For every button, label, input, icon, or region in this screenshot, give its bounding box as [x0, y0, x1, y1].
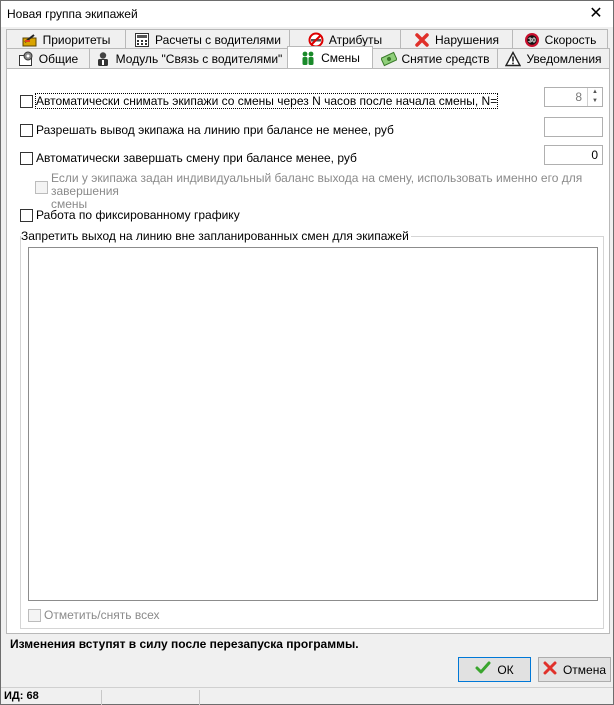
tab-violations[interactable] — [400, 29, 513, 49]
red-x-icon — [414, 32, 430, 48]
allow-line-balance-input[interactable] — [544, 117, 603, 137]
individual-balance-checkbox[interactable] — [35, 181, 48, 194]
calculator-icon — [134, 32, 150, 48]
auto-remove-checkbox[interactable] — [20, 95, 33, 108]
ok-label: ОК — [497, 662, 514, 677]
tab-label: Нарушения — [434, 32, 499, 47]
tab-label: Смены — [321, 50, 360, 65]
money-icon — [381, 51, 397, 67]
people-icon — [300, 50, 316, 66]
auto-remove-hours-value: 8 — [575, 90, 582, 104]
close-button[interactable]: ✕ — [589, 5, 603, 22]
speed-limit-icon — [524, 32, 540, 48]
restrict-shifts-group — [20, 229, 604, 629]
cancel-x-icon — [543, 661, 557, 678]
tab-driver-payments[interactable] — [125, 29, 290, 49]
tab-label: Уведомления — [526, 51, 602, 66]
restart-notice: Изменения вступят в силу после перезапуска программы. — [10, 637, 359, 651]
fixed-schedule-label: Работа по фиксированному графику — [36, 208, 240, 222]
svg-text:30: 30 — [527, 37, 536, 44]
select-all-label: Отметить/снять всех — [44, 608, 160, 622]
tab-label: Расчеты с водителями — [155, 32, 281, 47]
option-individual-balance[interactable] — [35, 172, 609, 211]
auto-finish-balance-value: 0 — [591, 148, 598, 162]
spinner-buttons[interactable] — [587, 88, 602, 106]
tab-priorities[interactable] — [6, 29, 126, 49]
settings-icon — [18, 51, 34, 67]
spin-down-icon[interactable]: ▼ — [592, 98, 598, 104]
crews-checklist[interactable] — [28, 247, 598, 601]
tab-label: Приоритеты — [42, 32, 111, 47]
option-fixed-schedule[interactable] — [20, 208, 240, 222]
tab-label: Скорость — [544, 32, 597, 47]
warning-icon — [505, 51, 521, 67]
tab-driver-module[interactable] — [89, 48, 288, 68]
status-id: ИД: 68 — [4, 690, 39, 702]
restrict-shifts-caption: Запретить выход на линию вне запланированных смен для экипажей — [21, 229, 409, 243]
tab-row-bottom — [6, 48, 609, 68]
tab-label: Снятие средств — [401, 51, 490, 66]
title-bar — [1, 1, 613, 27]
tab-withdrawals[interactable] — [372, 48, 498, 68]
individual-balance-label-line1: Если у экипажа задан индивидуальный баланс выхода на смену, использовать именно его для завершения — [51, 171, 583, 198]
option-allow-line[interactable] — [20, 123, 394, 137]
window-title: Новая группа экипажей — [7, 7, 138, 21]
allow-line-label: Разрешать вывод экипажа на линию при балансе не менее, руб — [36, 123, 394, 137]
priority-icon — [22, 32, 38, 48]
select-all-checkbox[interactable] — [28, 609, 41, 622]
driver-icon — [95, 51, 111, 67]
tab-speed[interactable] — [512, 29, 608, 49]
tab-label: Общие — [38, 51, 79, 66]
auto-finish-label: Автоматически завершать смену при балансе менее, руб — [36, 151, 357, 165]
tab-label: Модуль "Связь с водителями" — [115, 51, 283, 66]
cancel-label: Отмена — [562, 662, 607, 677]
check-icon — [475, 661, 491, 678]
spin-up-icon[interactable]: ▲ — [592, 89, 598, 95]
auto-finish-checkbox[interactable] — [20, 152, 33, 165]
tab-general[interactable] — [6, 48, 90, 68]
select-all-option[interactable] — [28, 608, 160, 622]
auto-finish-balance-input[interactable] — [544, 145, 603, 165]
option-auto-finish[interactable] — [20, 151, 357, 165]
status-separator — [199, 690, 200, 705]
fixed-schedule-checkbox[interactable] — [20, 209, 33, 222]
tab-notifications[interactable] — [497, 48, 610, 68]
status-bar — [1, 687, 613, 705]
auto-remove-label: Автоматически снимать экипажи со смены через N часов после начала смены, N= — [36, 94, 498, 108]
tab-label: Атрибуты — [328, 32, 383, 47]
tab-shifts[interactable] — [287, 46, 373, 68]
status-separator — [101, 690, 102, 705]
option-auto-remove[interactable] — [20, 94, 497, 108]
cancel-button[interactable] — [538, 657, 611, 682]
allow-line-checkbox[interactable] — [20, 124, 33, 137]
ok-button[interactable] — [458, 657, 531, 682]
auto-remove-hours-spinner[interactable] — [544, 87, 603, 107]
individual-balance-label-line2: смены — [51, 197, 88, 211]
tab-panel-shifts — [6, 68, 610, 634]
